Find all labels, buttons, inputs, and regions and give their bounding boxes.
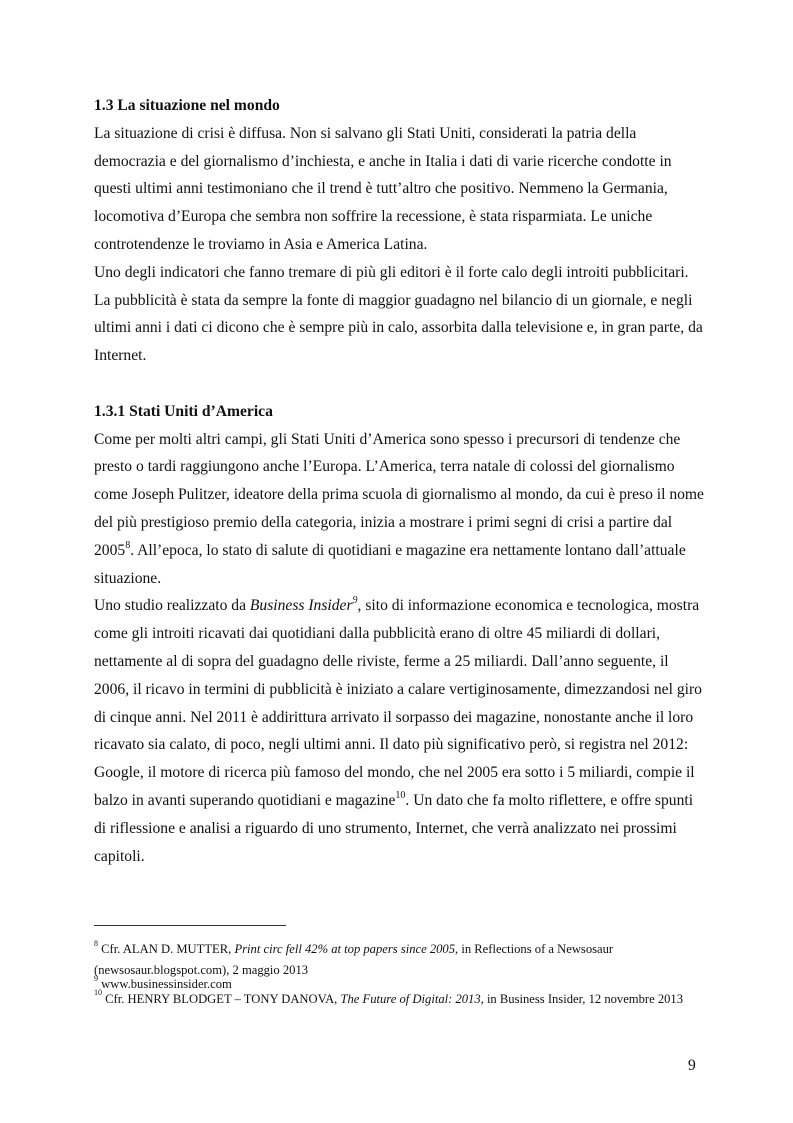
footnote-link[interactable]: www.businessinsider.com [98, 977, 232, 991]
page-number: 9 [688, 1057, 696, 1074]
paragraph-advertising-decline: Uno degli indicatori che fanno tremare di più gli editori è il forte calo degli introiti pubblicitari. La pubblicità è stata da sempre la fonte di maggior guadagno nel bilancio di un giornale, e negli ultimi anni i dati ci dicono che è sempre più in calo, assorbita dalla televisione e, in gran parte, da Internet. [94, 263, 703, 365]
footnote-ref-9-number: 9 [352, 595, 358, 607]
paragraph-gap [94, 370, 706, 398]
footnote-9 [94, 973, 706, 992]
text-span: . All’epoca, lo stato di salute di quotidiani e magazine era nettamente lontano dall’attuale situazione. [94, 541, 686, 587]
publication-title: Business Insider [249, 597, 353, 615]
text-span: , in Business Insider, 12 novembre 2013 [480, 991, 684, 1006]
paragraph-usa-precursors [94, 426, 706, 593]
article-title: The Future of Digital: 2013 [340, 991, 481, 1006]
footnote-ref-10[interactable]: 10 [395, 789, 406, 801]
text-span: Cfr. HENRY BLODGET – TONY DANOVA, [102, 991, 341, 1006]
section-heading-1-3: 1.3 La situazione nel mondo [94, 97, 280, 114]
footnotes [94, 938, 706, 1006]
footnote-ref-8[interactable]: 8 [125, 539, 131, 551]
footnote-8-continuation: (newsosaur.blogspot.com), 2 maggio 2013 [94, 962, 309, 977]
body-text [94, 92, 706, 870]
footnote-separator [94, 925, 286, 926]
footnote-number: 10 [94, 988, 102, 998]
footnote-10 [94, 988, 706, 1007]
paragraph-crisis-overview: La situazione di crisi è diffusa. Non si salvano gli Stati Uniti, considerati la patria della democrazia e del giornalismo d’inchiesta, e anche in Italia i dati di varie ricerche condotte in questi ultimi anni testimoniano che il trend è tutt’altro che positivo. Nemmeno la Germania, locomotiva d’Europa che sembra non soffrire la recessione, è stata risparmiata. Le uniche controtendenze le troviamo in Asia e America Latina. [94, 124, 672, 253]
text-span: Come per molti altri campi, gli Stati Uniti d’America sono spesso i precursori di tendenze che presto o tardi raggiungono anche l’Europa. L’America, terra natale di colossi del giornalismo come Joseph Pulitzer, ideatore della prima scuola di giornalismo al mondo, da cui è preso il nome del più prestigioso premio della categoria, inizia a mostrare i primi segni di crisi a partire dal 2005 [94, 430, 704, 559]
text-span: , in Reflections of a Newsosaur [455, 942, 614, 956]
footnote-number: 9 [94, 973, 98, 983]
section-heading-1-3-1: 1.3.1 Stati Uniti d’America [94, 402, 273, 420]
footnote-ref-9[interactable] [353, 595, 358, 606]
text-span: . Un dato che fa molto riflettere, e offre spunti di riflessione e analisi a riguardo di uno strumento, Internet, che verrà analizzato nei prossimi capitoli. [94, 791, 694, 865]
article-title: Print circ fell 42% at top papers since 2005 [234, 942, 456, 956]
text-span: Uno studio realizzato da [94, 597, 250, 615]
paragraph-business-insider-study [94, 592, 706, 870]
text-span: Cfr. ALAN D. MUTTER, [98, 942, 235, 956]
text-span: , sito di informazione economica e tecnologica, mostra come gli introiti ricavati dai quotidiani dalla pubblicità erano di oltre 45 miliardi di dollari, nettamente al di sopra del guadagno delle riviste, ferme a 25 miliardi. Dall’anno seguente, il 2006, il ricavo in termini di pubblicità è iniziato a calare vertiginosamente, dimezzandosi nel giro di cinque anni. Nel 2011 è addirittura arrivato il sorpasso dei magazine, nonostante anche il loro ricavato sia calato, di poco, negli ultimi anni. Il dato più significativo però, si registra nel 2012: Google, il motore di ricerca più famoso del mondo, che nel 2005 era sotto i 5 miliardi, compie il balzo in avanti superando quotidiani e magazine [94, 597, 702, 809]
footnote-number: 8 [94, 938, 98, 948]
footnote-8 [94, 938, 706, 957]
